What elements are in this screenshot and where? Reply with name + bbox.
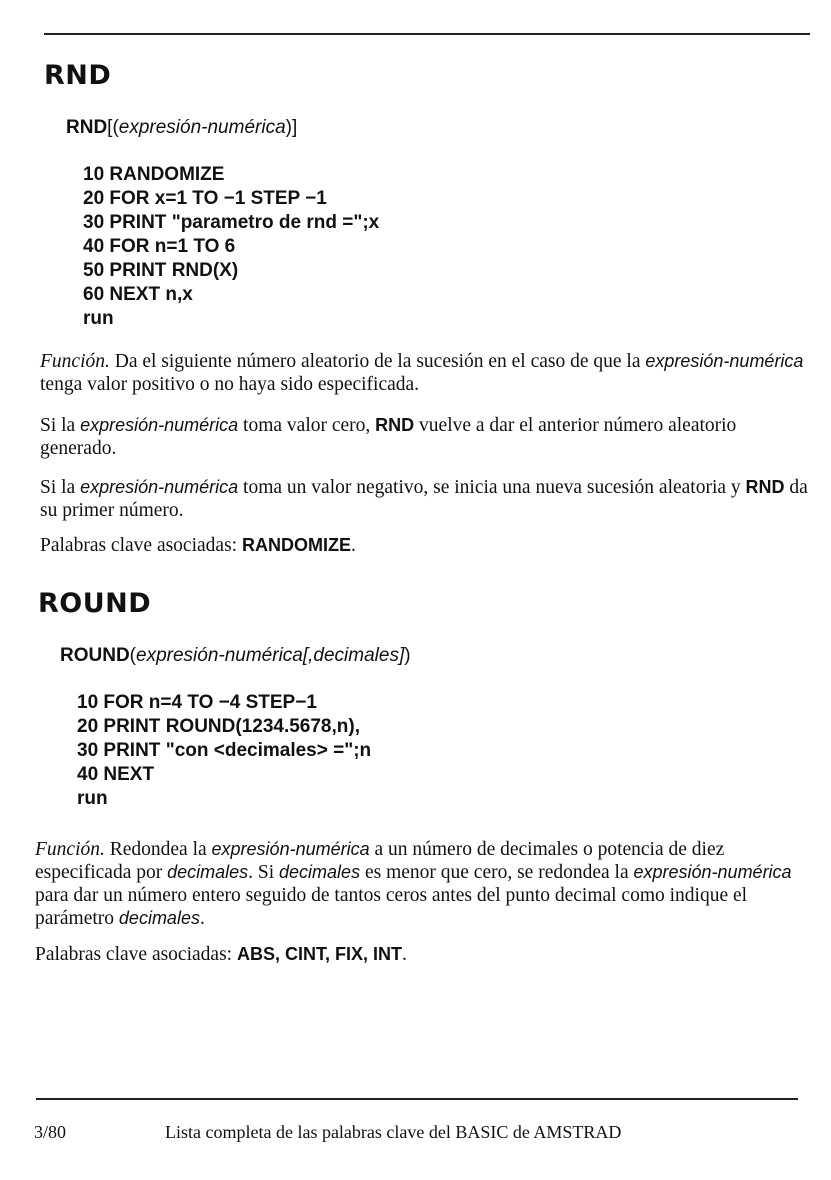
arg-term: decimales bbox=[279, 862, 361, 882]
text: Palabras clave asociadas: bbox=[40, 535, 242, 556]
round-syntax bbox=[60, 645, 411, 667]
text: para dar un número entero seguido de tantos ceros antes del punto decimal como indique el parámetro bbox=[35, 885, 748, 929]
text: toma un valor negativo, se inicia una nueva sucesión aleatoria y bbox=[238, 477, 746, 498]
rnd-related-keywords bbox=[40, 534, 808, 557]
text: a un número de decimales o potencia de diez especificada por bbox=[35, 839, 725, 883]
rnd-negative-paragraph bbox=[40, 476, 808, 522]
keyword-term: ABS, CINT, FIX, INT bbox=[236, 944, 402, 964]
rnd-syntax bbox=[66, 117, 297, 139]
text: Si la bbox=[40, 477, 81, 498]
rnd-heading: RND bbox=[44, 60, 112, 91]
footer-title: Lista completa de las palabras clave del BASIC de AMSTRAD bbox=[165, 1122, 622, 1142]
text: es menor que cero, se redondea la bbox=[360, 862, 634, 883]
top-rule bbox=[44, 33, 810, 35]
arg-term: decimales bbox=[118, 908, 200, 928]
text: Redondea la bbox=[104, 839, 212, 860]
text: tenga valor positivo o no haya sido especificada. bbox=[40, 374, 420, 395]
text: . bbox=[199, 908, 205, 929]
code-line: 40 FOR n=1 TO 6 bbox=[83, 236, 236, 257]
round-related-keywords bbox=[35, 943, 803, 966]
text: Da el siguiente número aleatorio de la sucesión en el caso de que la bbox=[109, 351, 646, 372]
round-syntax-close: ) bbox=[404, 645, 411, 666]
bottom-rule bbox=[36, 1098, 798, 1100]
code-line: 10 RANDOMIZE bbox=[83, 164, 225, 185]
function-label: Función. bbox=[40, 351, 110, 372]
rnd-syntax-keyword: RND bbox=[66, 117, 108, 138]
keyword-term: RANDOMIZE bbox=[241, 535, 351, 555]
text: toma valor cero, bbox=[238, 415, 376, 436]
keyword-term: RND bbox=[375, 415, 415, 435]
code-line: 20 FOR x=1 TO −1 STEP −1 bbox=[83, 188, 327, 209]
rnd-zero-paragraph bbox=[40, 414, 808, 460]
code-line: 20 PRINT ROUND(1234.5678,n), bbox=[77, 716, 360, 737]
code-line: 40 NEXT bbox=[77, 764, 155, 785]
code-line: run bbox=[77, 788, 108, 809]
rnd-syntax-close: )] bbox=[285, 117, 298, 138]
code-line: 30 PRINT "con <decimales> =";n bbox=[77, 740, 372, 761]
arg-term: expresión-numérica bbox=[80, 415, 239, 435]
code-line: 50 PRINT RND(X) bbox=[83, 260, 239, 281]
round-heading: ROUND bbox=[38, 588, 152, 619]
text: . Si bbox=[248, 862, 280, 883]
text: . bbox=[401, 944, 407, 965]
code-line: run bbox=[83, 308, 114, 329]
text: . bbox=[350, 535, 356, 556]
rnd-syntax-arg: expresión-numérica bbox=[118, 117, 286, 138]
text: Si la bbox=[40, 415, 81, 436]
code-line: 30 PRINT "parametro de rnd =";x bbox=[83, 212, 380, 233]
rnd-syntax-open: [( bbox=[107, 117, 119, 138]
rnd-code-listing bbox=[83, 163, 379, 331]
arg-term: expresión-numérica bbox=[211, 839, 370, 859]
text: vuelve a dar el anterior número aleatorio generado. bbox=[40, 415, 737, 459]
text: da su primer número. bbox=[40, 477, 808, 521]
round-code-listing bbox=[77, 691, 371, 811]
text: Palabras clave asociadas: bbox=[35, 944, 237, 965]
arg-term: expresión-numérica bbox=[633, 862, 792, 882]
function-label: Función. bbox=[35, 839, 105, 860]
code-line: 60 NEXT n,x bbox=[83, 284, 193, 305]
round-syntax-open: ( bbox=[129, 645, 136, 666]
arg-term: expresión-numérica bbox=[645, 351, 804, 371]
arg-term: decimales bbox=[167, 862, 249, 882]
rnd-function-paragraph bbox=[40, 350, 808, 396]
arg-term: expresión-numérica bbox=[80, 477, 239, 497]
round-syntax-keyword: ROUND bbox=[60, 645, 130, 666]
round-function-paragraph bbox=[35, 838, 803, 930]
code-line: 10 FOR n=4 TO −4 STEP−1 bbox=[77, 692, 317, 713]
page-number: 3/80 bbox=[34, 1122, 67, 1142]
round-syntax-arg: expresión-numérica[,decimales] bbox=[136, 645, 405, 666]
keyword-term: RND bbox=[745, 477, 785, 497]
